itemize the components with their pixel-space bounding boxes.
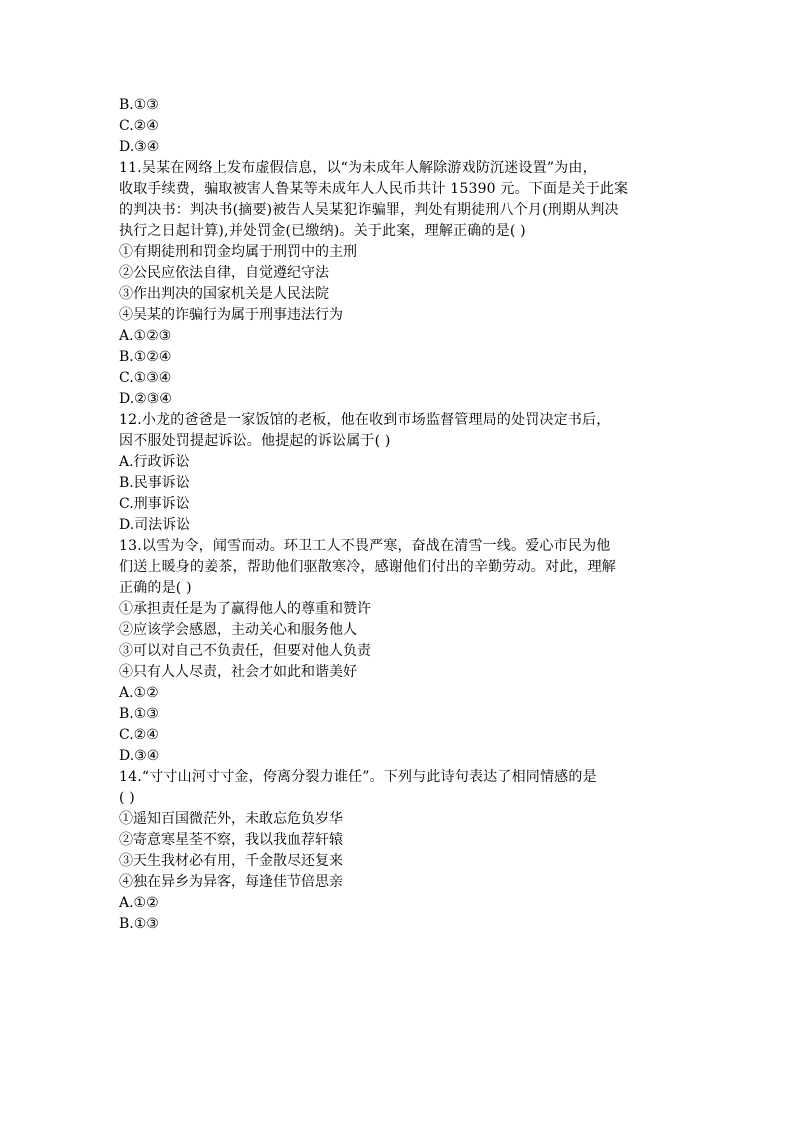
option-a: A.①② <box>119 685 159 701</box>
question-stem <box>119 536 694 599</box>
option-a: A.行政诉讼 <box>119 454 190 470</box>
stem-line: 收取手续费，骗取被害人鲁某等未成年人人民币共计 15390 元。下面是关于此案 <box>119 181 629 197</box>
question-stem <box>119 767 694 809</box>
statement-1: ①有期徒刑和罚金均属于刑罚中的主刑 <box>119 244 357 260</box>
option-a: A.①② <box>119 895 159 911</box>
option-d: D.③④ <box>119 139 160 155</box>
statement-2: ②公民应依法自律，自觉遵纪守法 <box>119 265 329 281</box>
stem-line: 因不服处罚提起诉讼。他提起的诉讼属于( ) <box>119 433 391 449</box>
previous-question-options <box>119 95 694 158</box>
stem-line: 12.小龙的爸爸是一家饭馆的老板，他在收到市场监督管理局的处罚决定书后， <box>119 412 611 428</box>
stem-line: 13.以雪为令，闻雪而动。环卫工人不畏严寒，奋战在清雪一线。爱心市民为他 <box>119 538 611 554</box>
document-page <box>119 95 694 935</box>
statement-4: ④独在异乡为异客，每逢佳节倍思亲 <box>119 874 343 890</box>
stem-line: 执行之日起计算),并处罚金(已缴纳)。关于此案，理解正确的是( ) <box>119 223 526 239</box>
statement-1: ①承担责任是为了赢得他人的尊重和赞许 <box>119 601 371 617</box>
option-b: B.①③ <box>119 706 159 722</box>
option-c: C.刑事诉讼 <box>119 496 190 512</box>
statement-3: ③作出判决的国家机关是人民法院 <box>119 286 329 302</box>
question-13 <box>119 536 694 767</box>
question-11 <box>119 158 694 410</box>
question-stem <box>119 158 694 242</box>
stem-line: 11.吴某在网络上发布虚假信息，以“为未成年人解除游戏防沉迷设置”为由， <box>119 160 597 176</box>
statement-1: ①遥知百国微茫外，未敢忘危负岁华 <box>119 811 343 827</box>
option-c: C.②④ <box>119 727 159 743</box>
option-c: C.②④ <box>119 118 159 134</box>
stem-line: 正确的是( ) <box>119 580 192 596</box>
option-a: A.①②③ <box>119 328 172 344</box>
statement-2: ②寄意寒星荃不察，我以我血荐轩辕 <box>119 832 343 848</box>
question-stem <box>119 410 694 452</box>
option-b: B.①③ <box>119 916 159 932</box>
statement-4: ④只有人人尽责，社会才如此和谐美好 <box>119 664 357 680</box>
stem-line: 的判决书：判决书(摘要)被告人吴某犯诈骗罪，判处有期徒刑八个月(刑期从判决 <box>119 202 619 218</box>
stem-line: 14.“寸寸山河寸寸金，侉离分裂力谁任”。下列与此诗句表达了相同情感的是 <box>119 769 597 785</box>
option-b: B.①③ <box>119 97 159 113</box>
statement-4: ④吴某的诈骗行为属于刑事违法行为 <box>119 307 343 323</box>
option-b: B.①②④ <box>119 349 172 365</box>
statement-3: ③可以对自己不负责任，但要对他人负责 <box>119 643 371 659</box>
option-d: D.司法诉讼 <box>119 517 191 533</box>
stem-line: 们送上暖身的姜茶，帮助他们驱散寒冷，感谢他们付出的辛勤劳动。对此，理解 <box>119 559 616 575</box>
option-b: B.民事诉讼 <box>119 475 190 491</box>
option-c: C.①③④ <box>119 370 172 386</box>
statement-2: ②应该学会感恩，主动关心和服务他人 <box>119 622 357 638</box>
option-d: D.②③④ <box>119 391 172 407</box>
question-12 <box>119 410 694 536</box>
stem-line: ( ) <box>119 790 135 806</box>
option-d: D.③④ <box>119 748 160 764</box>
question-14 <box>119 767 694 935</box>
statement-3: ③天生我材必有用，千金散尽还复来 <box>119 853 343 869</box>
